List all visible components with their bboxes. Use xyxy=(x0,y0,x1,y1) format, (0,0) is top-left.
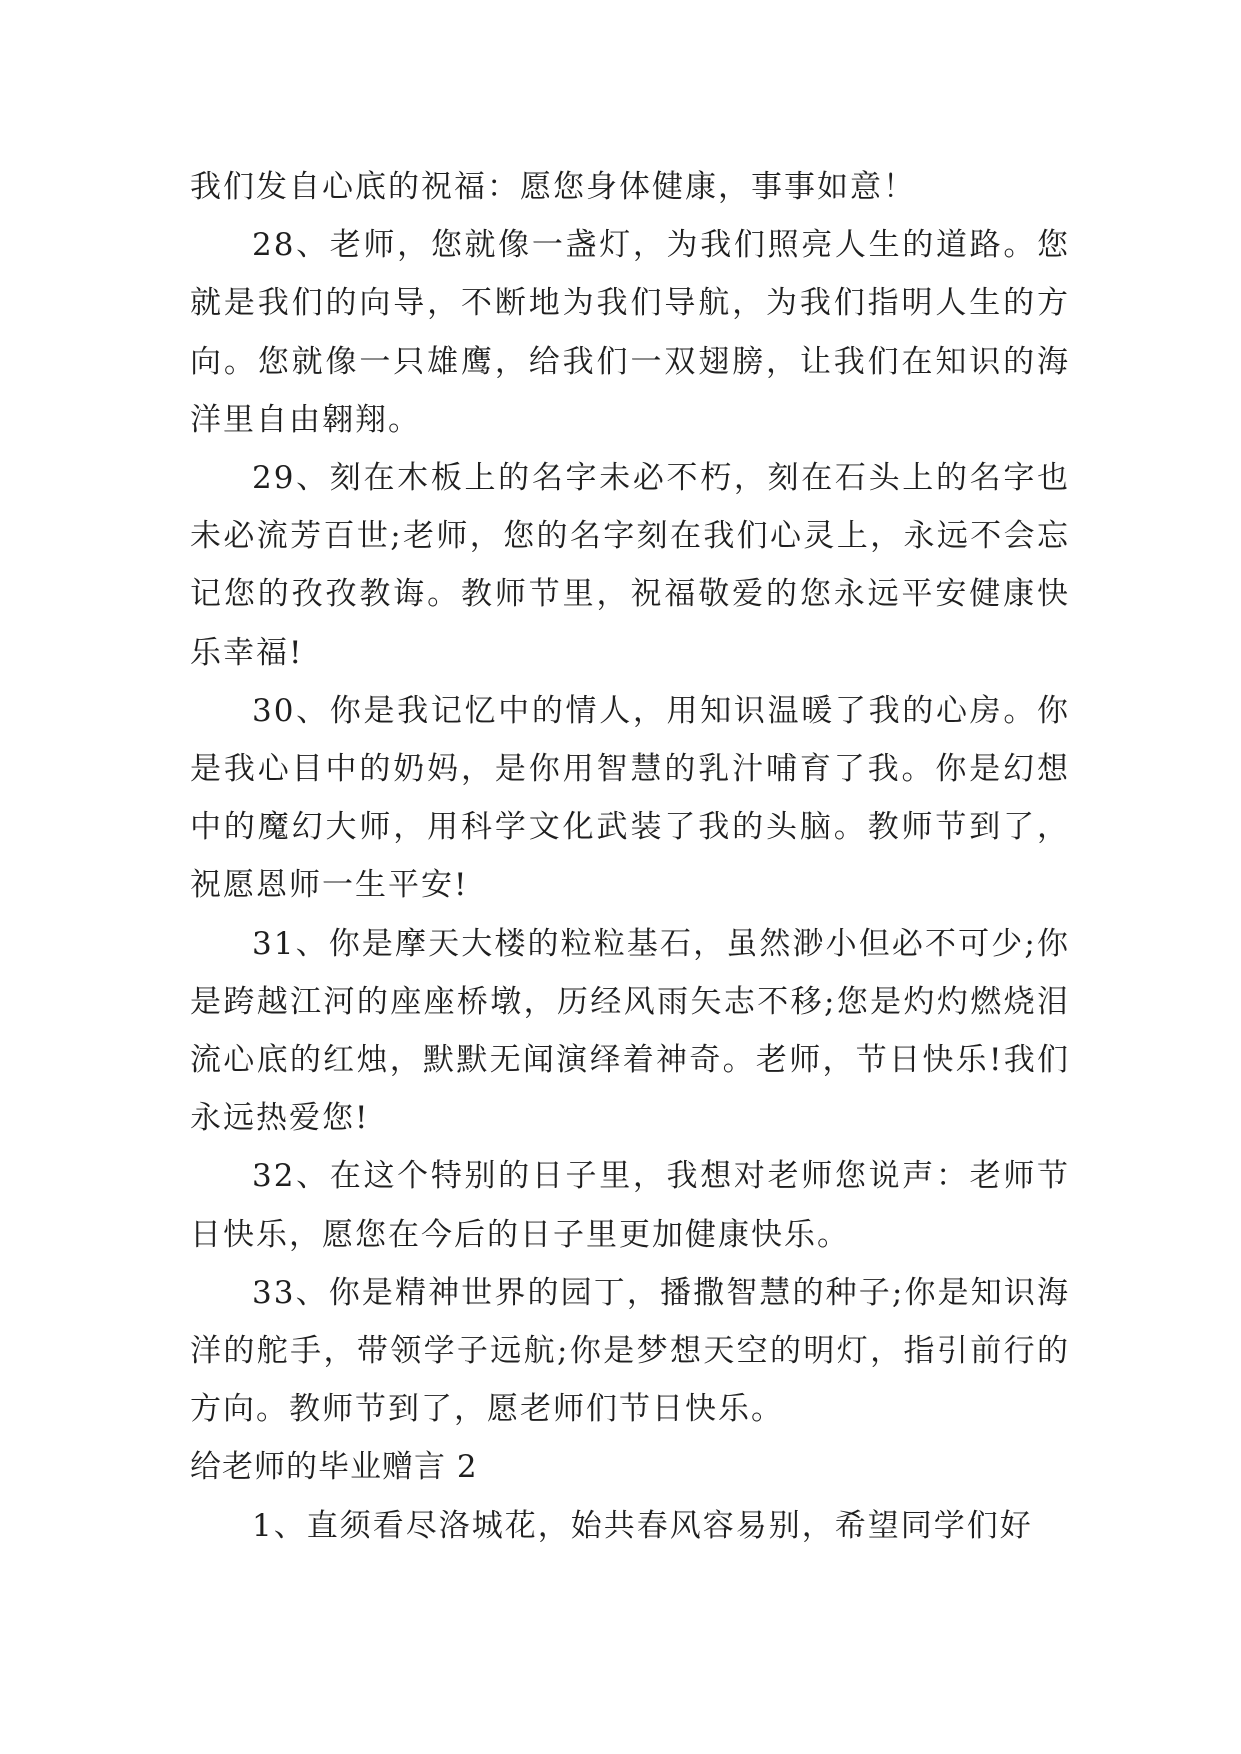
paragraph-33: 33、你是精神世界的园丁，播撒智慧的种子;你是知识海洋的舵手，带领学子远航;你是梦想天空的明灯，指引前行的方向。教师节到了，愿老师们节日快乐。 xyxy=(190,1274,1070,1428)
paragraph-31: 31、你是摩天大楼的粒粒基石，虽然渺小但必不可少;你是跨越江河的座座桥墩，历经风雨矢志不移;您是灼灼燃烧泪流心底的红烛，默默无闻演绎着神奇。老师，节日快乐!我们永远热爱您! xyxy=(190,925,1070,1137)
document-body xyxy=(190,158,1070,1555)
paragraph-29: 29、刻在木板上的名字未必不朽，刻在石头上的名字也未必流芳百世;老师，您的名字刻在我们心灵上，永远不会忘记您的孜孜教诲。教师节里，祝福敬爱的您永远平安健康快乐幸福! xyxy=(190,460,1070,671)
paragraph-continuation: 我们发自心底的祝福：愿您身体健康，事事如意！ xyxy=(190,169,916,205)
section-heading: 给老师的毕业赠言 2 xyxy=(190,1449,478,1486)
paragraph-1: 1、直须看尽洛城花，始共春风容易别，希望同学们好 xyxy=(252,1507,1033,1544)
paragraph-30: 30、你是我记忆中的情人，用知识温暖了我的心房。你是我心目中的奶妈，是你用智慧的乳汁哺育了我。你是幻想中的魔幻大师，用科学文化武装了我的头脑。教师节到了，祝愿恩师一生平安! xyxy=(190,692,1070,904)
paragraph-28: 28、老师，您就像一盏灯，为我们照亮人生的道路。您就是我们的向导，不断地为我们导航，为我们指明人生的方向。您就像一只雄鹰，给我们一双翅膀，让我们在知识的海洋里自由翱翔。 xyxy=(190,227,1070,438)
paragraph-32: 32、在这个特别的日子里，我想对老师您说声：老师节日快乐，愿您在今后的日子里更加健康快乐。 xyxy=(190,1158,1070,1253)
